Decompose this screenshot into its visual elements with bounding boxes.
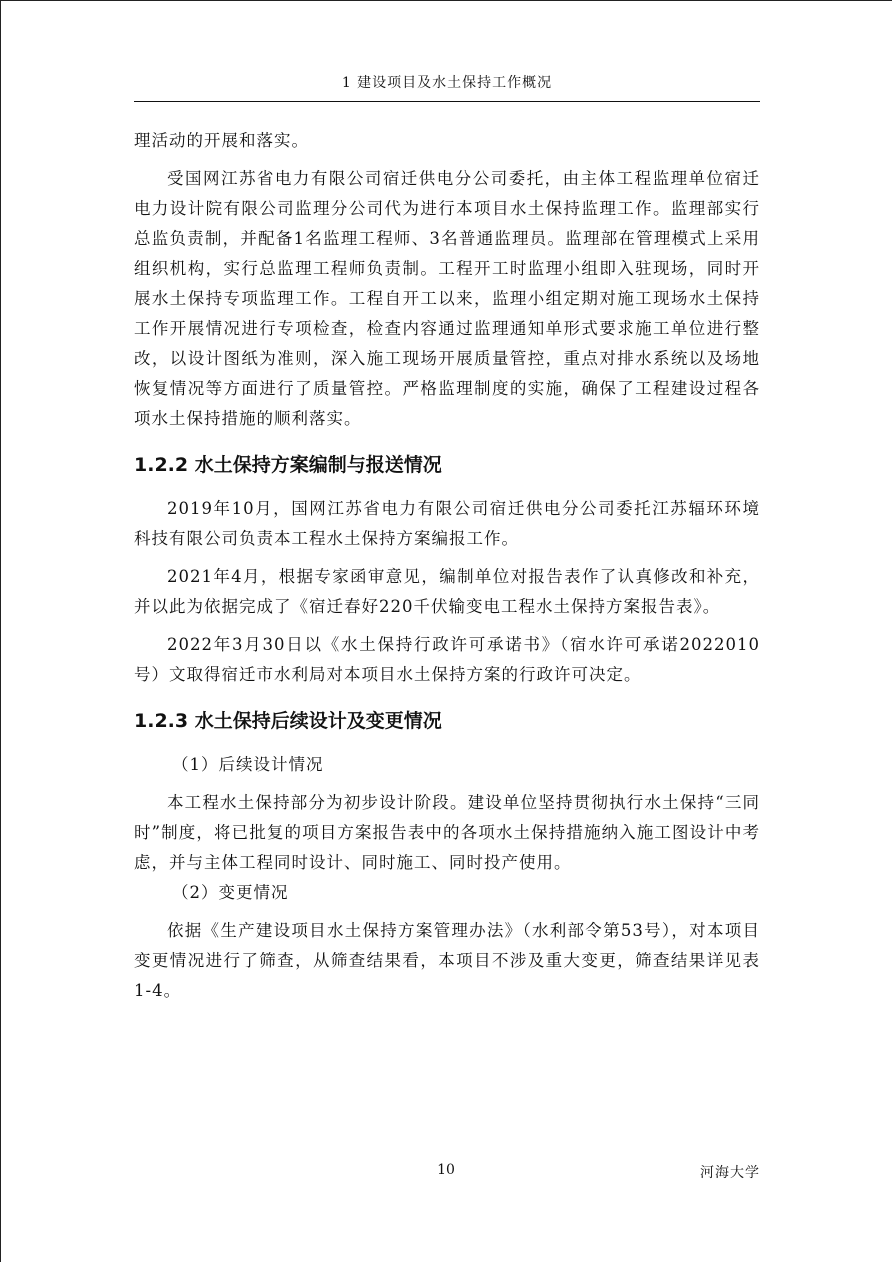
page-border-left bbox=[0, 0, 1, 1262]
page-number: 10 bbox=[437, 1162, 455, 1178]
subheading-followup-design: （1）后续设计情况 bbox=[172, 755, 324, 774]
footer-school-name: 河海大学 bbox=[700, 1165, 760, 1181]
section-heading-1-2-3: 1.2.3 水土保持后续设计及变更情况 bbox=[134, 710, 442, 732]
running-header: 1 建设项目及水土保持工作概况 bbox=[341, 75, 553, 91]
paragraph-changes: 依据《生产建设项目水土保持方案管理办法》（水利部令第53号），对本项目变更情况进行了筛查，从筛查结果看，本项目不涉及重大变更，筛查结果详见表1-4。 bbox=[134, 921, 760, 1000]
section-heading-1-2-2: 1.2.2 水土保持方案编制与报送情况 bbox=[134, 454, 442, 476]
paragraph-supervision: 受国网江苏省电力有限公司宿迁供电分公司委托，由主体工程监理单位宿迁电力设计院有限公司监理分公司代为进行本项目水土保持监理工作。监理部实行总监负责制，并配备1名监理工程师、3名普通监理员。监理部在管理模式上采用组织机构，实行总监理工程师负责制。工程开工时监理小组即入驻现场，同时开展水土保持专项监理工作。工程自开工以来，监理小组定期对施工现场水土保持工作开展情况进行专项检查，检查内容通过监理通知单形式要求施工单位进行整改，以设计图纸为准则，深入施工现场开展质量管控，重点对排水系统以及场地恢复情况等方面进行了质量管控。严格监理制度的实施，确保了工程建设过程各项水土保持措施的顺利落实。 bbox=[134, 169, 760, 428]
header-rule bbox=[134, 101, 760, 102]
page-content bbox=[134, 126, 760, 1006]
paragraph-plan-commission: 2019年10月，国网江苏省电力有限公司宿迁供电分公司委托江苏辐环环境科技有限公司负责本工程水土保持方案编报工作。 bbox=[134, 499, 760, 548]
subheading-changes: （2）变更情况 bbox=[172, 883, 289, 902]
paragraph-plan-revision: 2021年4月，根据专家函审意见，编制单位对报告表作了认真修改和补充，并以此为依据完成了《宿迁春好220千伏输变电工程水土保持方案报告表》。 bbox=[134, 567, 760, 616]
paragraph-followup-design: 本工程水土保持部分为初步设计阶段。建设单位坚持贯彻执行水土保持“三同时”制度，将已批复的项目方案报告表中的各项水土保持措施纳入施工图设计中考虑，并与主体工程同时设计、同时施工、同时投产使用。 bbox=[134, 793, 760, 872]
page-border-top bbox=[0, 0, 892, 1]
paragraph-continued: 理活动的开展和落实。 bbox=[134, 131, 309, 150]
paragraph-plan-approval: 2022年3月30日以《水土保持行政许可承诺书》（宿水许可承诺2022010号）文取得宿迁市水利局对本项目水土保持方案的行政许可决定。 bbox=[134, 635, 760, 684]
